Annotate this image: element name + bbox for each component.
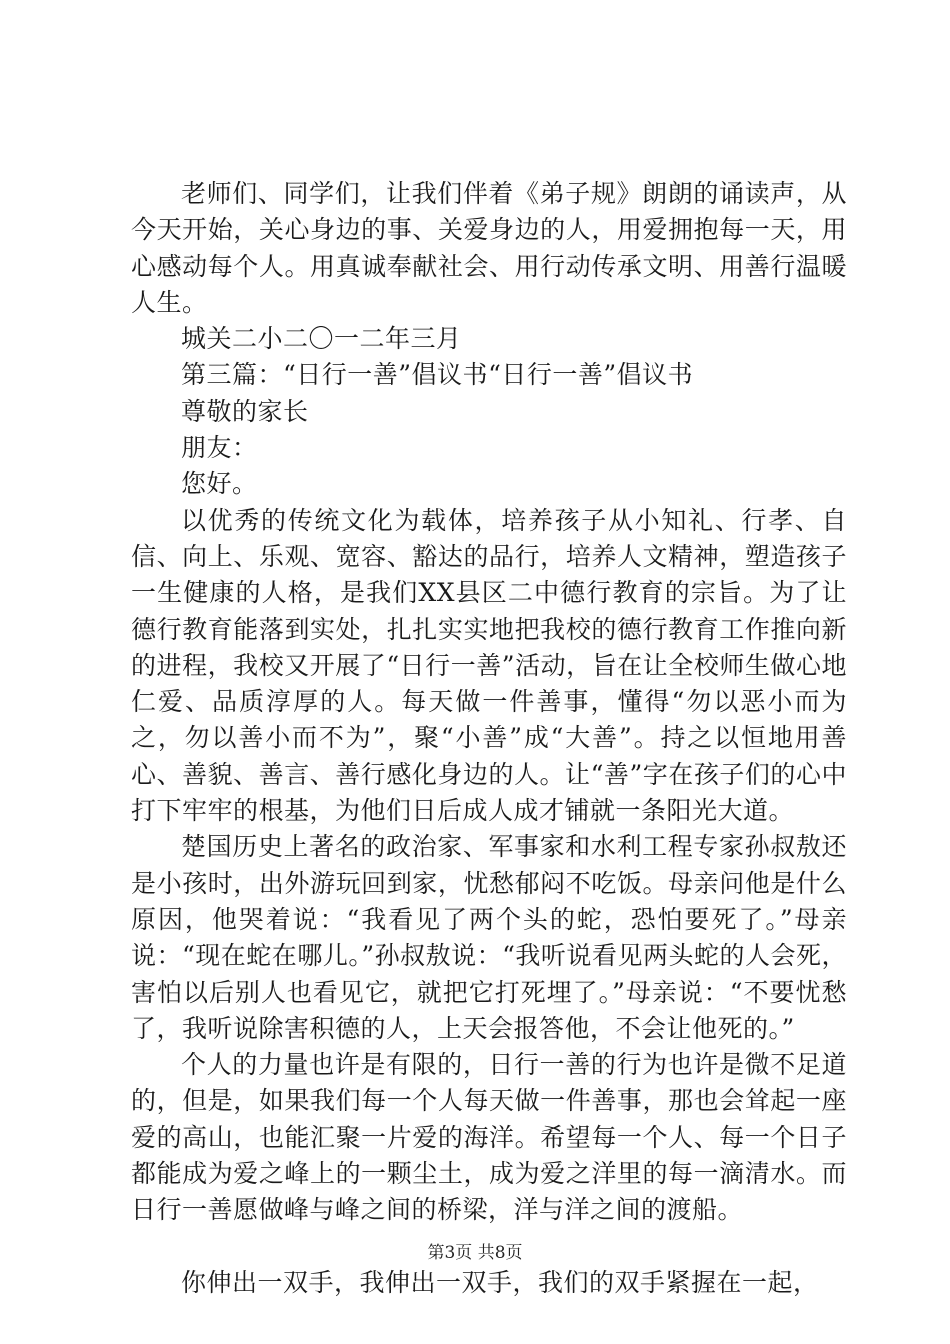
salutation-line-2: 朋友： <box>181 433 258 463</box>
paragraph-call-to-action: 个人的力量也许是有限的，日行一善的行为也许是微不足道的，但是，如果我们每一个人每天做一件善事，那也会耸起一座爱的高山，也能汇聚一片爱的海洋。希望每一个人、每一个日子都能成为爱之峰上的一颗尘土，成为爱之洋里的每一滴清水。而日行一善愿做峰与峰之间的桥梁，洋与洋之间的渡船。 <box>131 1050 847 1225</box>
paragraph-purpose: 以优秀的传统文化为载体，培养孩子从小知礼、行孝、自信、向上、乐观、宽容、豁达的品行，培养人文精神，塑造孩子一生健康的人格，是我们XX县区二中德行教育的宗旨。为了让德行教育能落到实处，扎扎实实地把我校的德行教育工作推向新的进程，我校又开展了“日行一善”活动，旨在让全校师生做心地仁爱、品质淳厚的人。每天做一件善事，懂得“勿以恶小而为之，勿以善小而不为”，聚“小善”成“大善”。持之以恒地用善心、善貌、善言、善行感化身边的人。让“善”字在孩子们的心中打下牢牢的根基，为他们日后成人成才铺就一条阳光大道。 <box>131 505 847 826</box>
paragraph-closing-appeal: 老师们、同学们，让我们伴着《弟子规》朗朗的诵读声，从今天开始，关心身边的事、关爱身边的人，用爱拥抱每一天，用心感动每个人。用真诚奉献社会、用行动传承文明、用善行温暖人生。 <box>131 179 847 317</box>
salutation-line-1: 尊敬的家长 <box>181 396 309 426</box>
paragraph-story: 楚国历史上著名的政治家、军事家和水利工程专家孙叔敖还是小孩时，出外游玩回到家，忧愁郁闷不吃饭。母亲问他是什么原因，他哭着说：“我看见了两个头的蛇，恐怕要死了。”母亲说：“现在蛇在哪儿。”孙叔敖说：“我听说看见两头蛇的人会死，害怕以后别人也看见它，就把它打死埋了。”母亲说：“不要忧愁了，我听说除害积德的人，上天会报答他，不会让他死的。” <box>131 832 847 1043</box>
paragraph-hands: 你伸出一双手，我伸出一双手，我们的双手紧握在一起， <box>181 1267 819 1297</box>
document-body <box>131 176 847 1301</box>
section-title: 第三篇：“日行一善”倡议书“日行一善”倡议书 <box>181 360 694 390</box>
paragraph-signature-date: 城关二小二〇一二年三月 <box>181 324 462 354</box>
greeting: 您好。 <box>181 469 258 499</box>
page-number-footer: 第3页 共8页 <box>427 1243 523 1263</box>
